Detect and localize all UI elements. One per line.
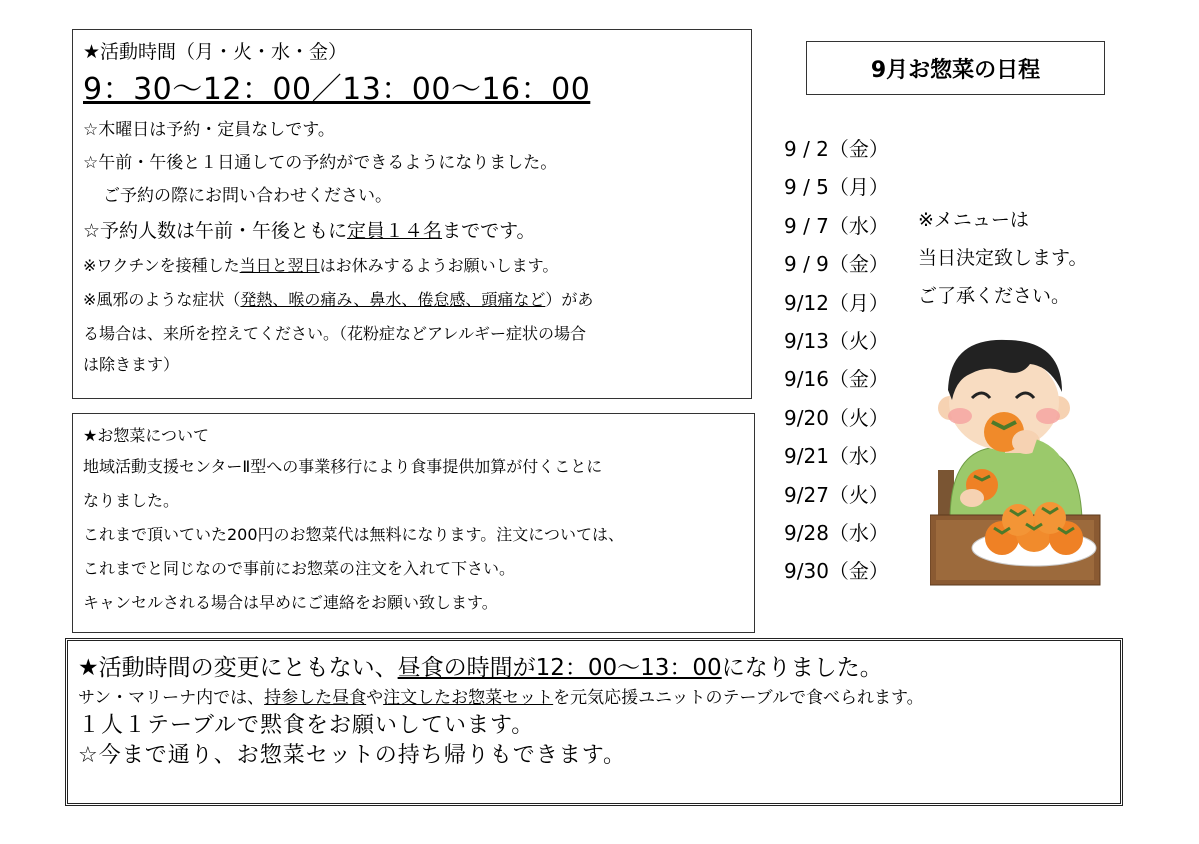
thursday-note: ☆木曜日は予約・定員なしです。 [83, 120, 335, 140]
menu-note-line-2: 当日決定致します。 [918, 247, 1088, 269]
vaccine-highlight: 当日と翌日 [239, 256, 320, 275]
menu-note-line-3: ご了承ください。 [918, 285, 1071, 307]
okazu-paragraph-3: キャンセルされる場合は早めにご連絡をお願い致します。 [83, 593, 498, 612]
silent-eating-note: １人１テーブルで黙食をお願いしています。 [78, 713, 535, 738]
schedule-date-list [784, 130, 889, 591]
cold-symptom-note-2: る場合は、来所を控えてください。（花粉症などアレルギー症状の場合 [83, 324, 586, 343]
schedule-date: 9/27（火） [784, 482, 889, 507]
lunch-time-highlight: 昼食の時間が12：00〜13：00 [397, 655, 722, 681]
lunch-time-box [65, 638, 1123, 806]
okazu-paragraph-2b: これまでと同じなので事前にお惣菜の注文を入れて下さい。 [83, 559, 516, 578]
okazu-info-box [72, 413, 755, 633]
activity-hours-box [72, 29, 752, 399]
schedule-date: 9/16（金） [784, 367, 889, 392]
schedule-date: 9/13（火） [784, 329, 889, 354]
vaccine-note: ※ワクチンを接種した当日と翌日はお休みするようお願いします。 [83, 256, 559, 275]
capacity-note: ☆予約人数は午前・午後ともに定員１４名までです。 [83, 220, 536, 242]
okazu-paragraph-1a: 地域活動支援センターⅡ型への事業移行により食事提供加算が付くことに [83, 457, 603, 476]
activity-hours-time: 9：30〜12：00／13：00〜16：00 [83, 72, 591, 107]
inquiry-note: ご予約の際にお問い合わせください。 [103, 186, 392, 206]
schedule-date: 9/30（金） [784, 559, 889, 584]
schedule-date: 9/20（火） [784, 405, 889, 430]
takeout-note: ☆今まで通り、お惣菜セットの持ち帰りもできます。 [78, 743, 626, 768]
activity-hours-title: ★活動時間（月・火・水・金） [83, 41, 348, 63]
lunch-place-note: サン・マリーナ内では、持参した昼食や注文したお惣菜セットを元気応援ユニットのテーブルで食べられます。 [78, 688, 924, 708]
cold-symptom-note: ※風邪のような症状（発熱、喉の痛み、鼻水、倦怠感、頭痛など）があ [83, 290, 594, 309]
schedule-date: 9 / 5（月） [784, 175, 889, 200]
okazu-paragraph-1b: なりました。 [83, 491, 180, 510]
schedule-date: 9/21（水） [784, 444, 889, 469]
menu-note [918, 201, 1087, 315]
capacity-highlight: 定員１４名 [347, 220, 443, 242]
lunch-time-heading: ★活動時間の変更にともない、昼食の時間が12：00〜13：00になりました。 [78, 655, 883, 681]
reservation-note: ☆午前・午後と１日通しての予約ができるようになりました。 [83, 153, 558, 173]
schedule-date: 9/28（水） [784, 521, 889, 546]
symptom-list: 発熱、喉の痛み、鼻水、倦怠感、頭痛など [240, 290, 546, 309]
menu-note-line-1: ※メニューは [918, 209, 1029, 231]
okazu-title: ★お惣菜について [83, 426, 210, 445]
schedule-date: 9 / 7（水） [784, 213, 889, 238]
boy-eating-persimmons-icon [930, 330, 1115, 599]
okazu-paragraph-2a: これまで頂いていた200円のお惣菜代は無料になります。注文については、 [83, 525, 624, 544]
schedule-date: 9/12（月） [784, 290, 889, 315]
schedule-title: 9月お惣菜の日程 [806, 41, 1105, 95]
schedule-date: 9 / 2（金） [784, 137, 889, 161]
schedule-date: 9 / 9（金） [784, 252, 889, 277]
cold-symptom-note-3: は除きます） [83, 355, 180, 374]
